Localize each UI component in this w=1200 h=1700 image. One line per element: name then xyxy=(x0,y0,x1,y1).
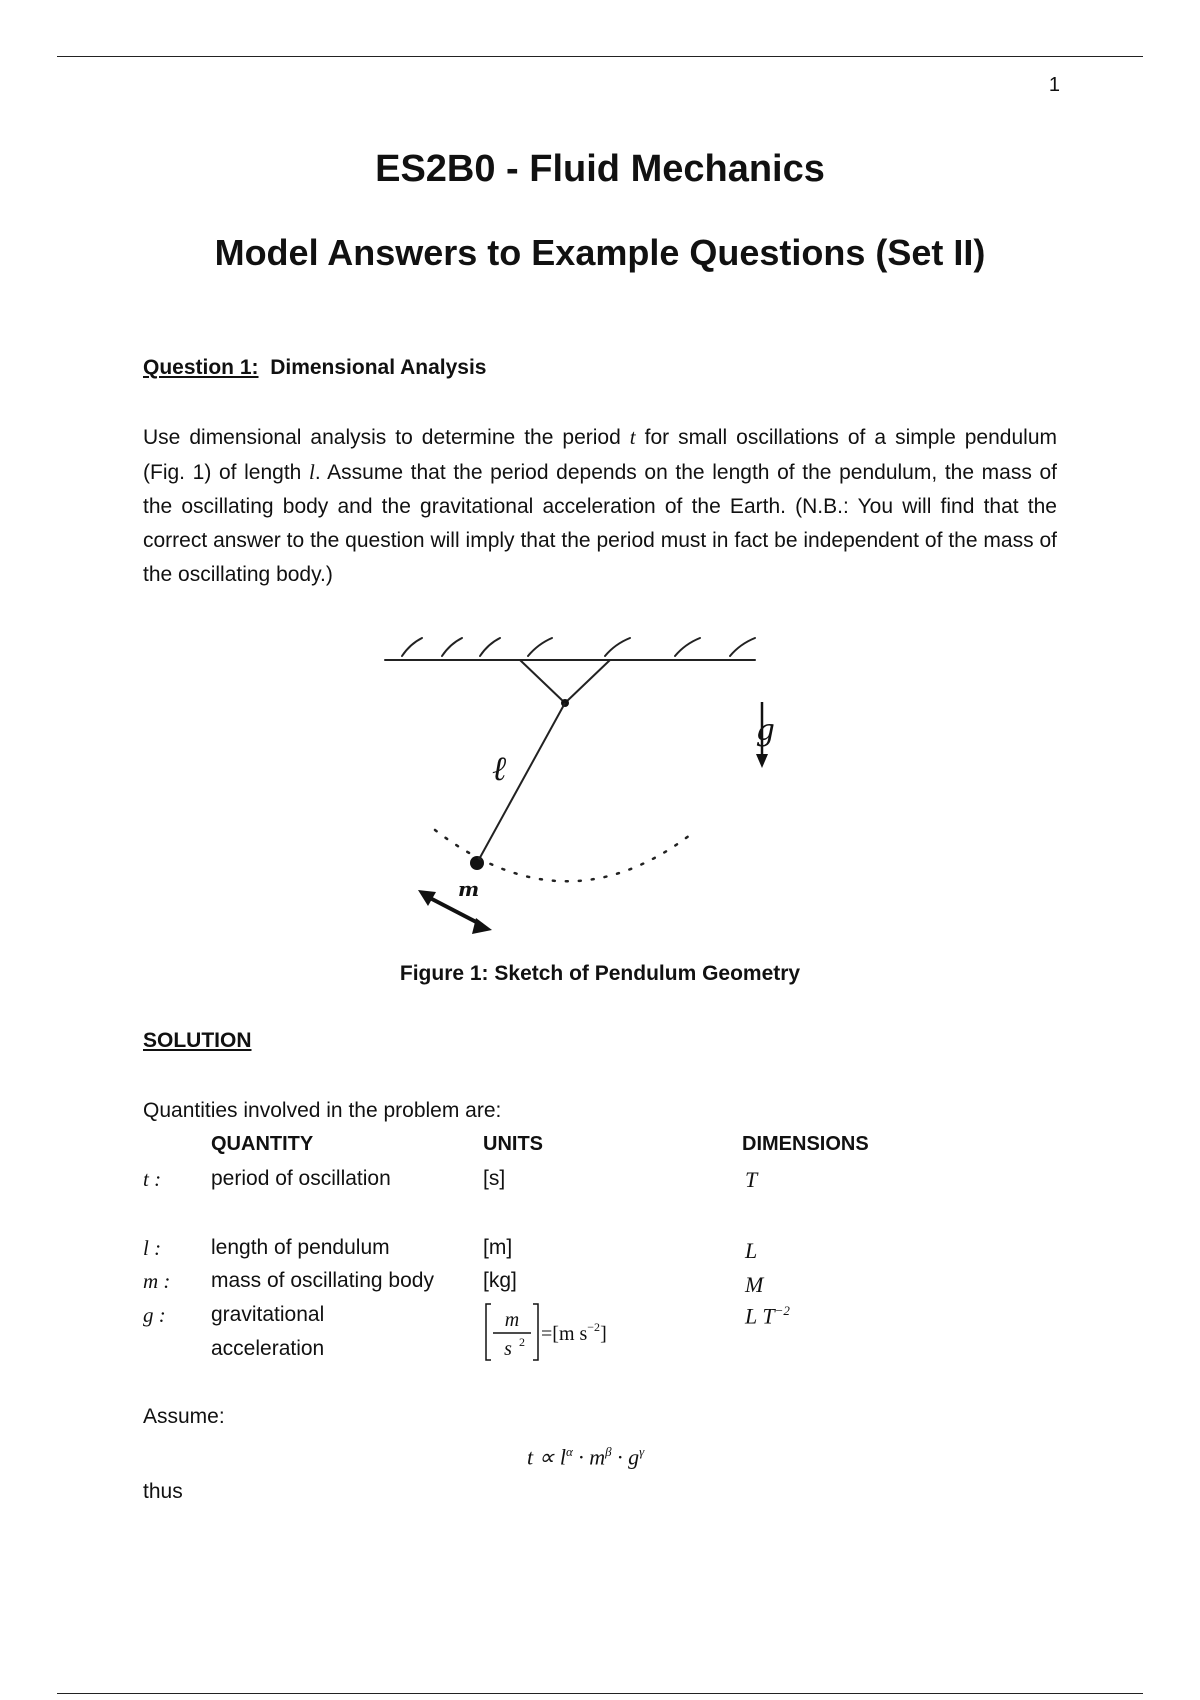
pendulum-bob xyxy=(470,856,484,870)
row-symbol: l : xyxy=(143,1236,162,1260)
question-text-part: for small oscillations of a simple pendulum (Fig. 1) of length xyxy=(143,426,1057,484)
ceiling xyxy=(385,638,755,660)
row-dimensions: M xyxy=(745,1272,764,1297)
row-quantity: mass of oscillating body xyxy=(211,1269,434,1292)
row-symbol: t : xyxy=(143,1167,162,1191)
row-dimensions: L $T^{-2}$ xyxy=(745,1303,790,1329)
bottom-rule xyxy=(57,1693,1143,1694)
swing-double-arrow xyxy=(418,890,492,934)
solution-heading: SOLUTION xyxy=(143,1029,252,1052)
swing-arc xyxy=(435,830,690,881)
units-denominator: s xyxy=(504,1338,512,1360)
length-label: ℓ xyxy=(492,749,507,789)
question-heading xyxy=(143,356,486,380)
row-quantity-continued: acceleration xyxy=(211,1337,325,1360)
length-symbol: l xyxy=(308,460,315,484)
page-number: 1 xyxy=(1048,74,1060,96)
row-dimensions: T xyxy=(745,1167,758,1192)
question-topic: Dimensional Analysis xyxy=(270,356,487,379)
figure-caption: Figure 1: Sketch of Pendulum Geometry xyxy=(399,962,801,985)
row-symbol: m : xyxy=(143,1269,171,1293)
pendulum-figure xyxy=(380,620,780,950)
units-equivalent: =[m $s^{-2}$] xyxy=(541,1320,607,1345)
solution-intro: Quantities involved in the problem are: xyxy=(143,1099,502,1122)
row-units: [m] xyxy=(483,1236,513,1259)
period-symbol: t xyxy=(629,425,636,449)
row-symbol: g : xyxy=(143,1303,166,1327)
question-text xyxy=(143,420,1057,592)
assume-label: Assume: xyxy=(143,1405,225,1428)
row-units: [s] xyxy=(483,1167,506,1190)
units-denominator-exponent: 2 xyxy=(519,1335,525,1349)
assumption-formula: $t \propto l^\alpha \cdot m^\beta \cdot g^\gamma$ xyxy=(527,1444,645,1470)
row-quantity: length of pendulum xyxy=(211,1236,390,1259)
row-quantity: period of oscillation xyxy=(211,1167,391,1190)
header-dimensions: DIMENSIONS xyxy=(742,1133,869,1155)
pendulum-string xyxy=(477,703,565,863)
document-subtitle: Model Answers to Example Questions (Set II) xyxy=(214,232,986,273)
units-fraction xyxy=(483,1300,633,1364)
header-units: UNITS xyxy=(483,1133,543,1155)
question-text-part: . Assume that the period depends on the length of the pendulum, the mass of the oscillating body and the gravitational acceleration of the Earth. (N.B.: You will find that the correct answer to the question will imply that the period must in fact be independent of the mass of the oscillating body.) xyxy=(143,461,1057,586)
row-units: [kg] xyxy=(483,1269,517,1292)
gravity-label: g xyxy=(755,713,775,748)
header-quantity: QUANTITY xyxy=(211,1133,314,1155)
mass-label: m xyxy=(458,877,480,901)
question-text-part: Use dimensional analysis to determine the period xyxy=(143,426,630,449)
row-quantity: gravitational xyxy=(211,1303,325,1326)
row-dimensions: L xyxy=(745,1238,758,1263)
document-title: ES2B0 - Fluid Mechanics xyxy=(375,148,825,190)
pivot-mount xyxy=(520,660,610,703)
units-numerator: m xyxy=(504,1309,520,1331)
thus-label: thus xyxy=(143,1480,183,1503)
top-rule xyxy=(57,56,1143,57)
question-label: Question 1: xyxy=(143,356,259,379)
